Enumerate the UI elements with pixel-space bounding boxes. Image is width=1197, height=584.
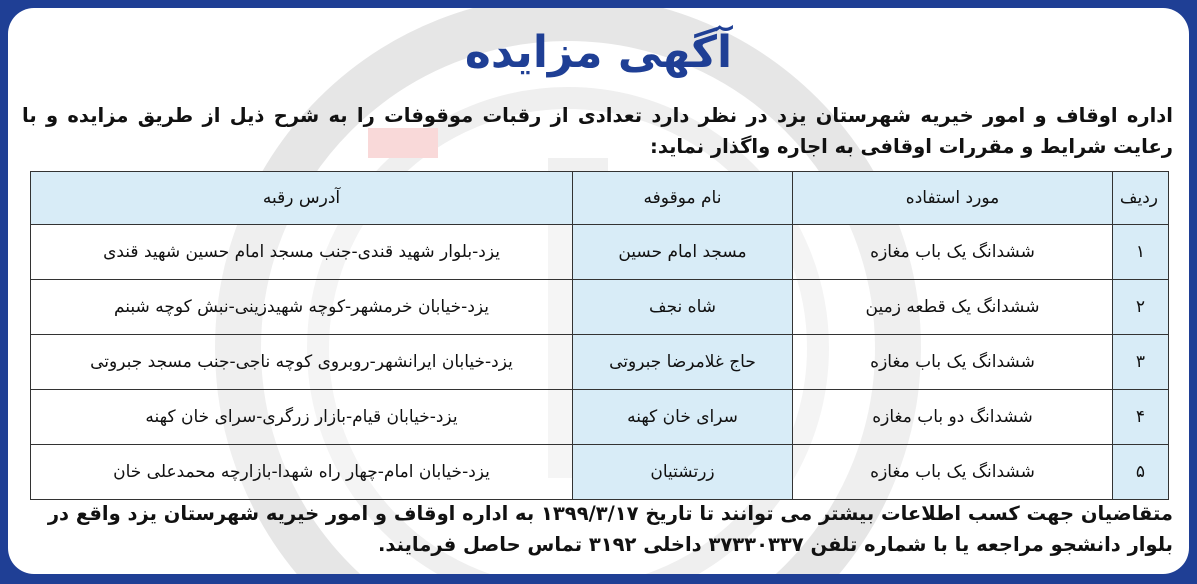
row-index: ۴ [1113,390,1169,445]
table-row [31,390,1169,445]
row-address: یزد-خیابان ایرانشهر-روبروی کوچه ناجی-جنب مسجد جبروتی [31,335,573,390]
row-index: ۲ [1113,280,1169,335]
row-usage: ششدانگ یک باب مغازه [793,225,1113,280]
header-usage: مورد استفاده [793,172,1113,225]
table-row [31,225,1169,280]
header-index: ردیف [1113,172,1169,225]
row-address: یزد-خیابان امام-چهار راه شهدا-بازارچه محمدعلی خان [31,445,573,500]
row-endowment: حاج غلامرضا جبروتی [573,335,793,390]
advertisement-card [8,8,1189,574]
header-endowment: نام موقوفه [573,172,793,225]
row-address: یزد-خیابان قیام-بازار زرگری-سرای خان کهنه [31,390,573,445]
intro-paragraph: اداره اوقاف و امور خیریه شهرستان یزد در نظر دارد تعدادی از رقبات موقوفات را به شرح ذیل از طریق مزایده و با رعایت شرایط و مقررات اوقافی به اجاره واگذار نماید: [22,104,1173,158]
row-usage: ششدانگ دو باب مغازه [793,390,1113,445]
auction-table [30,171,1169,500]
page-title: آگهی مزایده [464,27,733,78]
row-endowment: سرای خان کهنه [573,390,793,445]
row-address: یزد-خیابان خرمشهر-کوچه شهیدزینی-نبش کوچه شبنم [31,280,573,335]
row-index: ۵ [1113,445,1169,500]
table-row [31,280,1169,335]
table-row [31,445,1169,500]
row-endowment: شاه نجف [573,280,793,335]
footer-paragraph: متقاضیان جهت کسب اطلاعات بیشتر می توانند تا تاریخ ۱۳۹۹/۳/۱۷ به اداره اوقاف و امور خیریه شهرستان یزد واقع در بلوار دانشجو مراجعه یا با شماره تلفن ۳۷۳۳۰۳۳۷ داخلی ۳۱۹۲ تماس حاصل فرمایند. [47,502,1173,556]
table-row [31,335,1169,390]
table-header-row [31,172,1169,225]
row-endowment: زرتشتیان [573,445,793,500]
row-usage: ششدانگ یک باب مغازه [793,445,1113,500]
row-address: یزد-بلوار شهید قندی-جنب مسجد امام حسین شهید قندی [31,225,573,280]
row-endowment: مسجد امام حسین [573,225,793,280]
row-index: ۱ [1113,225,1169,280]
row-usage: ششدانگ یک باب مغازه [793,335,1113,390]
row-usage: ششدانگ یک قطعه زمین [793,280,1113,335]
header-address: آدرس رقبه [31,172,573,225]
row-index: ۳ [1113,335,1169,390]
